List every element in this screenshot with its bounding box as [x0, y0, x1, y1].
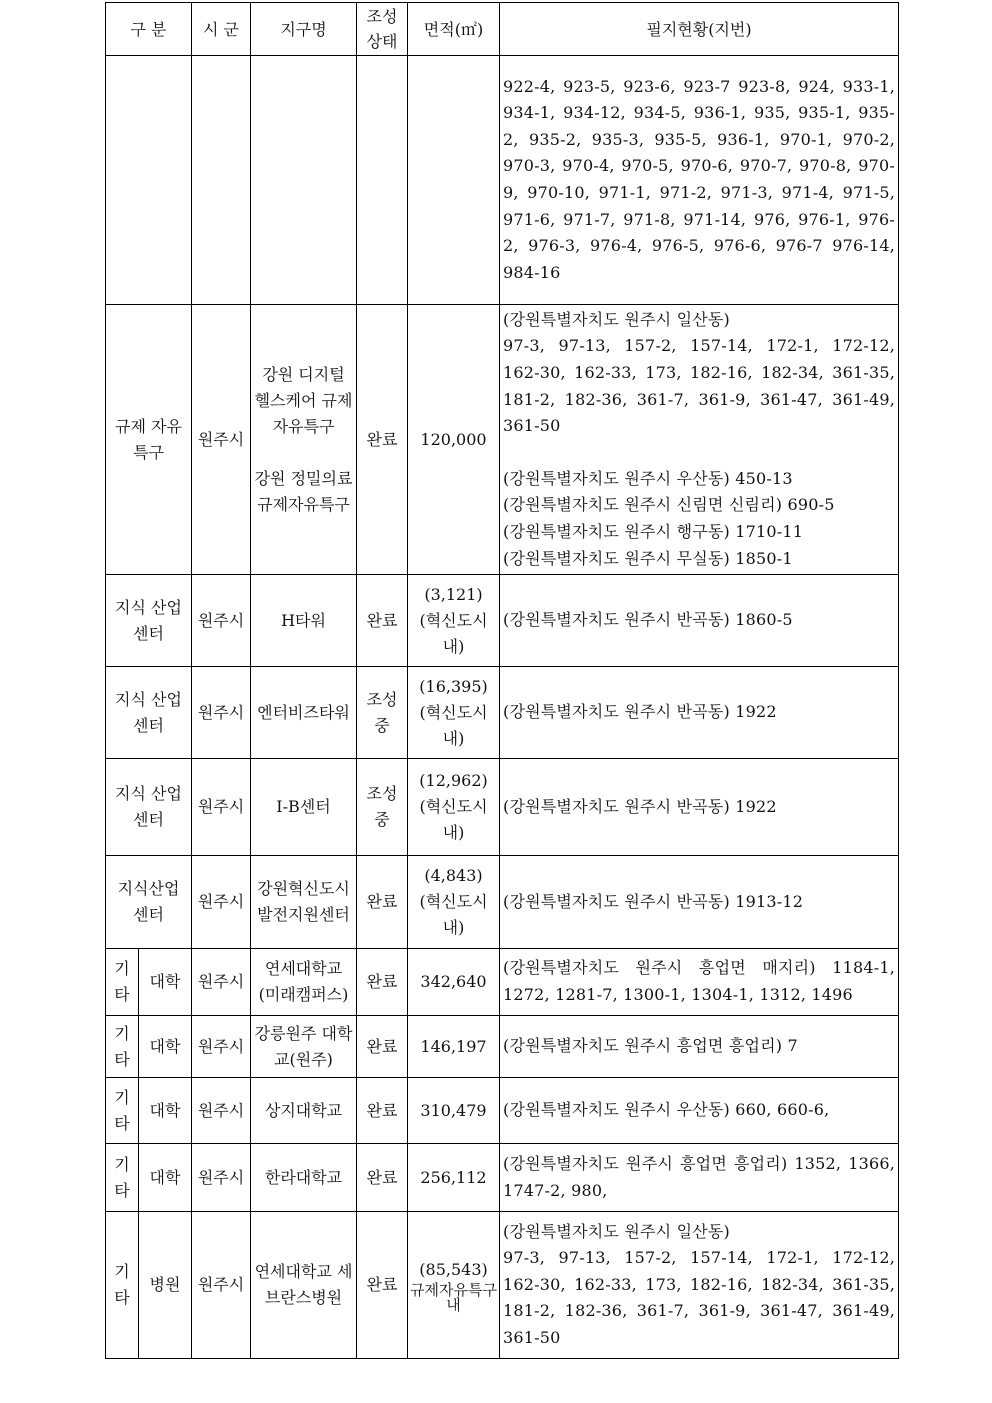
kc-area-note: (혁신도시 내) [419, 797, 488, 842]
hospital-status: 완료 [357, 1212, 408, 1359]
kc-city: 원주시 [192, 856, 251, 949]
other-type: 대학 [139, 1144, 192, 1212]
regfree-parcel-extra: (강원특별자치도 원주시 무실동) 1850-1 [503, 548, 793, 568]
regfree-row [106, 305, 899, 575]
regfree-district [251, 305, 357, 575]
other-status: 완료 [357, 1016, 408, 1078]
other-type: 대학 [139, 1016, 192, 1078]
knowledge-center-row [106, 759, 899, 856]
regfree-city: 원주시 [192, 305, 251, 575]
kc-parcels: (강원특별자치도 원주시 반곡동) 1922 [500, 667, 899, 759]
regfree-status: 완료 [357, 305, 408, 575]
kc-area-note: (혁신도시 내) [419, 892, 488, 937]
regfree-category: 규제 자유특구 [106, 305, 192, 575]
other-city: 원주시 [192, 1144, 251, 1212]
other-type: 대학 [139, 949, 192, 1016]
kc-area-value: (16,395) [419, 676, 488, 696]
knowledge-center-row [106, 575, 899, 667]
other-status: 완료 [357, 1078, 408, 1144]
other-district: 한라대학교 [251, 1144, 357, 1212]
hospital-area [408, 1212, 500, 1359]
other-status: 완료 [357, 949, 408, 1016]
kc-area [408, 575, 500, 667]
regfree-district-1: 강원 디지털 헬스케어 규제자유특구 [254, 364, 353, 436]
header-parcels: 필지현황(지번) [500, 3, 899, 56]
hospital-parcels [500, 1212, 899, 1359]
other-row [106, 949, 899, 1016]
other-row [106, 1078, 899, 1144]
other-group: 기타 [106, 1078, 139, 1144]
hospital-parcel-body: 97-3, 97-13, 157-2, 157-14, 172-1, 172-12, 162-30, 162-33, 173, 182-16, 182-34, 361-35, 181-2, 182-36, 361-7, 361-9, 361-47, 361-49, 361-50 [503, 1248, 895, 1347]
hospital-city: 원주시 [192, 1212, 251, 1359]
hospital-district: 연세대학교 세브란스병원 [251, 1212, 357, 1359]
other-parcels: (강원특별자치도 원주시 흥업면 매지리) 1184-1, 1272, 1281-7, 1300-1, 1304-1, 1312, 1496 [500, 949, 899, 1016]
kc-city: 원주시 [192, 759, 251, 856]
other-type: 대학 [139, 1078, 192, 1144]
kc-district: 강원혁신도시 발전지원센터 [251, 856, 357, 949]
regfree-parcels [500, 305, 899, 575]
regfree-district-2: 강원 정밀의료 규제자유특구 [254, 468, 353, 514]
hospital-parcel-head: (강원특별자치도 원주시 일산동) [503, 1221, 730, 1241]
other-group: 기타 [106, 1144, 139, 1212]
header-row [106, 3, 899, 56]
other-city: 원주시 [192, 949, 251, 1016]
other-area: 256,112 [408, 1144, 500, 1212]
kc-city: 원주시 [192, 575, 251, 667]
kc-area-note: (혁신도시 내) [419, 702, 488, 748]
continued-city [192, 56, 251, 305]
header-city: 시 군 [192, 3, 251, 56]
hospital-group: 기타 [106, 1212, 139, 1359]
other-row [106, 1016, 899, 1078]
continued-parcels: 922-4, 923-5, 923-6, 923-7 923-8, 924, 933-1, 934-1, 934-12, 934-5, 936-1, 935, 935-1, 935-2, 935-2, 935-3, 935-5, 936-1, 970-1, 970-2, 970-3, 970-4, 970-5, 970-6, 970-7, 970-8, 970-9, 970-10, 971-1, 971-2, 971-3, 971-4, 971-5, 971-6, 971-7, 971-8, 971-14, 976, 976-1, 976-2, 976-3, 976-4, 976-5, 976-6, 976-7 976-14, 984-16 [500, 56, 899, 305]
other-parcels: (강원특별자치도 원주시 흥업면 흥업리) 7 [500, 1016, 899, 1078]
hospital-area-note: 규제자유특구 내 [410, 1281, 497, 1314]
continued-category [106, 56, 192, 305]
hospital-type: 병원 [139, 1212, 192, 1359]
other-city: 원주시 [192, 1016, 251, 1078]
other-group: 기타 [106, 1016, 139, 1078]
kc-area-value: (12,962) [419, 771, 488, 790]
header-status: 조성상태 [357, 3, 408, 56]
other-city: 원주시 [192, 1078, 251, 1144]
regfree-parcel-body: 97-3, 97-13, 157-2, 157-14, 172-1, 172-12, 162-30, 162-33, 173, 182-16, 182-34, 361-35, 181-2, 182-36, 361-7, 361-9, 361-47, 361-49, 361-50 [503, 336, 895, 436]
kc-status: 완료 [357, 575, 408, 667]
other-row [106, 1144, 899, 1212]
other-area: 146,197 [408, 1016, 500, 1078]
other-area: 310,479 [408, 1078, 500, 1144]
kc-area [408, 667, 500, 759]
kc-status: 완료 [357, 856, 408, 949]
other-parcels: (강원특별자치도 원주시 흥업면 흥업리) 1352, 1366, 1747-2, 980, [500, 1144, 899, 1212]
continued-row [106, 56, 899, 305]
kc-category: 지식 산업센터 [106, 759, 192, 856]
regfree-parcel-extra: (강원특별자치도 원주시 우산동) 450-13 [503, 468, 793, 488]
knowledge-center-row [106, 856, 899, 949]
kc-city: 원주시 [192, 667, 251, 759]
continued-status [357, 56, 408, 305]
kc-district: I-B센터 [251, 759, 357, 856]
hospital-area-value: (85,543) [419, 1260, 488, 1279]
other-area: 342,640 [408, 949, 500, 1016]
kc-area-value: (3,121) [424, 584, 483, 604]
kc-district: 엔터비즈타워 [251, 667, 357, 759]
kc-area [408, 759, 500, 856]
header-district: 지구명 [251, 3, 357, 56]
other-parcels: (강원특별자치도 원주시 우산동) 660, 660-6, [500, 1078, 899, 1144]
other-district: 상지대학교 [251, 1078, 357, 1144]
regfree-parcel-head: (강원특별자치도 원주시 일산동) [503, 309, 730, 329]
other-district: 연세대학교 (미래캠퍼스) [251, 949, 357, 1016]
knowledge-center-row [106, 667, 899, 759]
kc-area-note: (혁신도시 내) [419, 610, 488, 656]
regfree-parcel-extra: (강원특별자치도 원주시 행구동) 1710-11 [503, 521, 804, 541]
continued-district [251, 56, 357, 305]
kc-district: H타워 [251, 575, 357, 667]
kc-category: 지식산업 센터 [106, 856, 192, 949]
other-group: 기타 [106, 949, 139, 1016]
hospital-row [106, 1212, 899, 1359]
kc-parcels: (강원특별자치도 원주시 반곡동) 1922 [500, 759, 899, 856]
kc-category: 지식 산업센터 [106, 575, 192, 667]
other-district: 강릉원주 대학교(원주) [251, 1016, 357, 1078]
regfree-parcel-extra: (강원특별자치도 원주시 신림면 신림리) 690-5 [503, 495, 835, 515]
header-category: 구 분 [106, 3, 192, 56]
kc-category: 지식 산업센터 [106, 667, 192, 759]
kc-parcels: (강원특별자치도 원주시 반곡동) 1860-5 [500, 575, 899, 667]
kc-status: 조성 중 [357, 667, 408, 759]
header-area: 면적(㎡) [408, 3, 500, 56]
kc-parcels: (강원특별자치도 원주시 반곡동) 1913-12 [500, 856, 899, 949]
kc-area [408, 856, 500, 949]
regfree-area: 120,000 [408, 305, 500, 575]
land-parcel-table [105, 2, 899, 1359]
continued-area [408, 56, 500, 305]
other-status: 완료 [357, 1144, 408, 1212]
kc-area-value: (4,843) [424, 866, 483, 885]
kc-status: 조성 중 [357, 759, 408, 856]
